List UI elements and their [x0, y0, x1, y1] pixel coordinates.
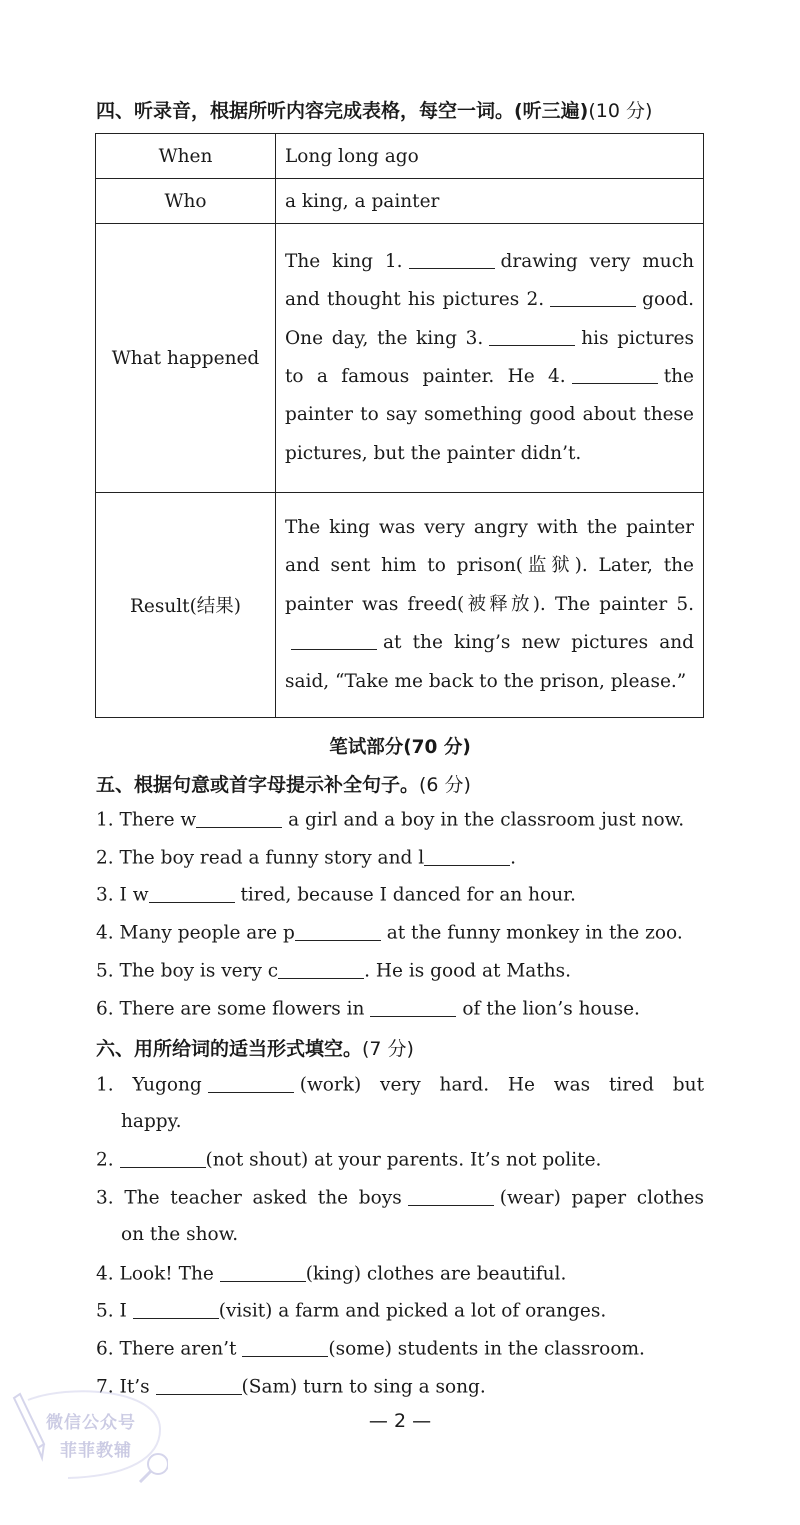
s5-blank-5[interactable]: [278, 959, 364, 979]
s5-item-3: 3. I w tired, because I danced for an hour.: [96, 884, 576, 906]
s6-item-6: 6. There aren’t (some) students in the classroom.: [96, 1338, 645, 1360]
when-label: When: [96, 134, 276, 179]
s5-blank-2[interactable]: [424, 846, 510, 866]
s6-item-7: 7. It’s (Sam) turn to sing a song.: [96, 1376, 486, 1398]
what-happened-label: What happened: [96, 224, 276, 493]
s6-blank-5[interactable]: [133, 1299, 219, 1319]
s5-item-1: 1. There w a girl and a boy in the classroom just now.: [96, 809, 685, 831]
section-6-title: 六、用所给词的适当形式填空。(7 分): [96, 1038, 414, 1060]
s5-item-2: 2. The boy read a funny story and l .: [96, 847, 517, 869]
s5-item-5: 5. The boy is very c . He is good at Maths.: [96, 960, 572, 982]
listening-table: [95, 133, 704, 718]
who-value: a king, a painter: [276, 179, 704, 224]
blank-1[interactable]: [409, 249, 495, 269]
s6-blank-2[interactable]: [120, 1148, 206, 1168]
what-happened-text: The king 1. drawing very much and thought his pictures 2. good. One day, the king 3. his pictures to a famous painter. He 4. the painter to say something good about these pictures, but the painter didn’t.: [285, 250, 694, 464]
blank-5[interactable]: [291, 631, 377, 651]
watermark: [8, 1388, 168, 1483]
s6-item-4: 4. Look! The (king) clothes are beautiful.: [96, 1263, 567, 1285]
s6-item-1: 1. Yugong (work) very hard. He was tired but: [96, 1074, 704, 1096]
table-row: [96, 493, 704, 718]
s6-item-3-cont: on the show.: [121, 1224, 239, 1245]
watermark-line-1: 微信公众号: [46, 1413, 136, 1433]
written-part-title: 笔试部分(70 分): [329, 737, 471, 758]
when-value: Long long ago: [276, 134, 704, 179]
blank-4[interactable]: [572, 365, 658, 385]
s6-blank-6[interactable]: [242, 1337, 328, 1357]
blank-2[interactable]: [550, 288, 636, 308]
what-happened-cell: [276, 224, 704, 493]
s6-blank-7[interactable]: [156, 1375, 242, 1395]
blank-3[interactable]: [489, 326, 575, 346]
s6-item-1-cont: happy.: [121, 1111, 182, 1132]
table-row: [96, 134, 704, 179]
table-row: [96, 179, 704, 224]
s5-blank-3[interactable]: [149, 883, 235, 903]
s6-item-3: 3. The teacher asked the boys (wear) paper clothes: [96, 1187, 704, 1209]
s5-blank-4[interactable]: [295, 921, 381, 941]
s5-item-4: 4. Many people are p at the funny monkey in the zoo.: [96, 922, 683, 944]
s6-blank-3[interactable]: [408, 1186, 494, 1206]
result-cell: [276, 493, 704, 718]
table-row: [96, 224, 704, 493]
section-4-title: 四、听录音，根据所听内容完成表格，每空一词。(听三遍)(10 分): [96, 100, 653, 122]
watermark-line-2: 菲菲教辅: [60, 1441, 132, 1461]
s6-item-5: 5. I (visit) a farm and picked a lot of oranges.: [96, 1300, 607, 1322]
s5-blank-1[interactable]: [196, 808, 282, 828]
s5-item-6: 6. There are some flowers in of the lion’s house.: [96, 998, 640, 1020]
s6-blank-1[interactable]: [208, 1073, 294, 1093]
who-label: Who: [96, 179, 276, 224]
result-label: Result(结果): [96, 493, 276, 718]
section-5-title: 五、根据句意或首字母提示补全句子。(6 分): [96, 774, 471, 796]
s5-blank-6[interactable]: [370, 997, 456, 1017]
s6-item-2: 2. (not shout) at your parents. It’s not polite.: [96, 1149, 602, 1171]
s6-blank-4[interactable]: [220, 1262, 306, 1282]
result-text: The king was very angry with the painter and sent him to prison(监狱). Later, the painter was freed(被释放). The painter 5.at the king’s new pictures and said, “Take me back to the prison, please.”: [285, 516, 694, 692]
page-number: — 2 —: [368, 1410, 432, 1432]
